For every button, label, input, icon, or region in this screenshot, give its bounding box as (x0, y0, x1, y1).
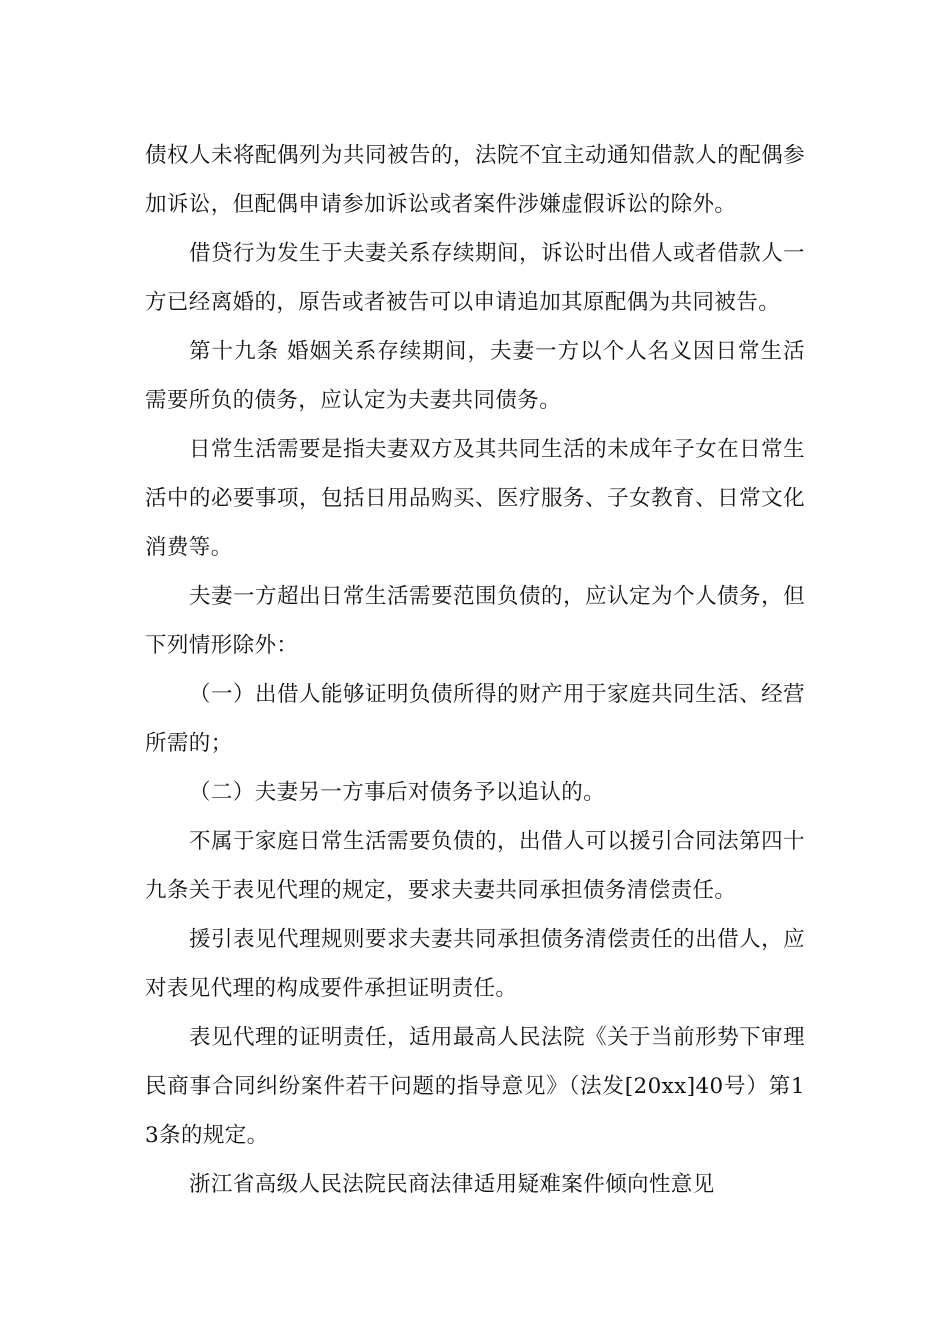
paragraph: 借贷行为发生于夫妻关系存续期间，诉讼时出借人或者借款人一方已经离婚的，原告或者被告可以申请追加其原配偶为共同被告。 (145, 241, 805, 315)
document-body (145, 131, 805, 1209)
document-source-heading: 浙江省高级人民法院民商法律适用疑难案件倾向性意见 (189, 1172, 715, 1197)
paragraph: 表见代理的证明责任，适用最高人民法院《关于当前形势下审理民商事合同纠纷案件若干问题的指导意见》（法发[20xx]40号）第13条的规定。 (145, 1025, 805, 1148)
paragraph: 援引表见代理规则要求夫妻共同承担债务清偿责任的出借人，应对表见代理的构成要件承担证明责任。 (145, 927, 805, 1001)
paragraph: 不属于家庭日常生活需要负债的，出借人可以援引合同法第四十九条关于表见代理的规定，要求夫妻共同承担债务清偿责任。 (145, 829, 805, 903)
paragraph: 日常生活需要是指夫妻双方及其共同生活的未成年子女在日常生活中的必要事项，包括日用品购买、医疗服务、子女教育、日常文化消费等。 (145, 437, 805, 560)
list-item: （二）夫妻另一方事后对债务予以追认的。 (189, 780, 606, 805)
article-paragraph: 第十九条 婚姻关系存续期间，夫妻一方以个人名义因日常生活需要所负的债务，应认定为夫妻共同债务。 (145, 339, 805, 413)
paragraph: 夫妻一方超出日常生活需要范围负债的，应认定为个人债务，但下列情形除外： (145, 584, 805, 658)
paragraph: 债权人未将配偶列为共同被告的，法院不宜主动通知借款人的配偶参加诉讼，但配偶申请参加诉讼或者案件涉嫌虚假诉讼的除外。 (145, 143, 805, 217)
list-item: （一）出借人能够证明负债所得的财产用于家庭共同生活、经营所需的； (145, 682, 805, 756)
